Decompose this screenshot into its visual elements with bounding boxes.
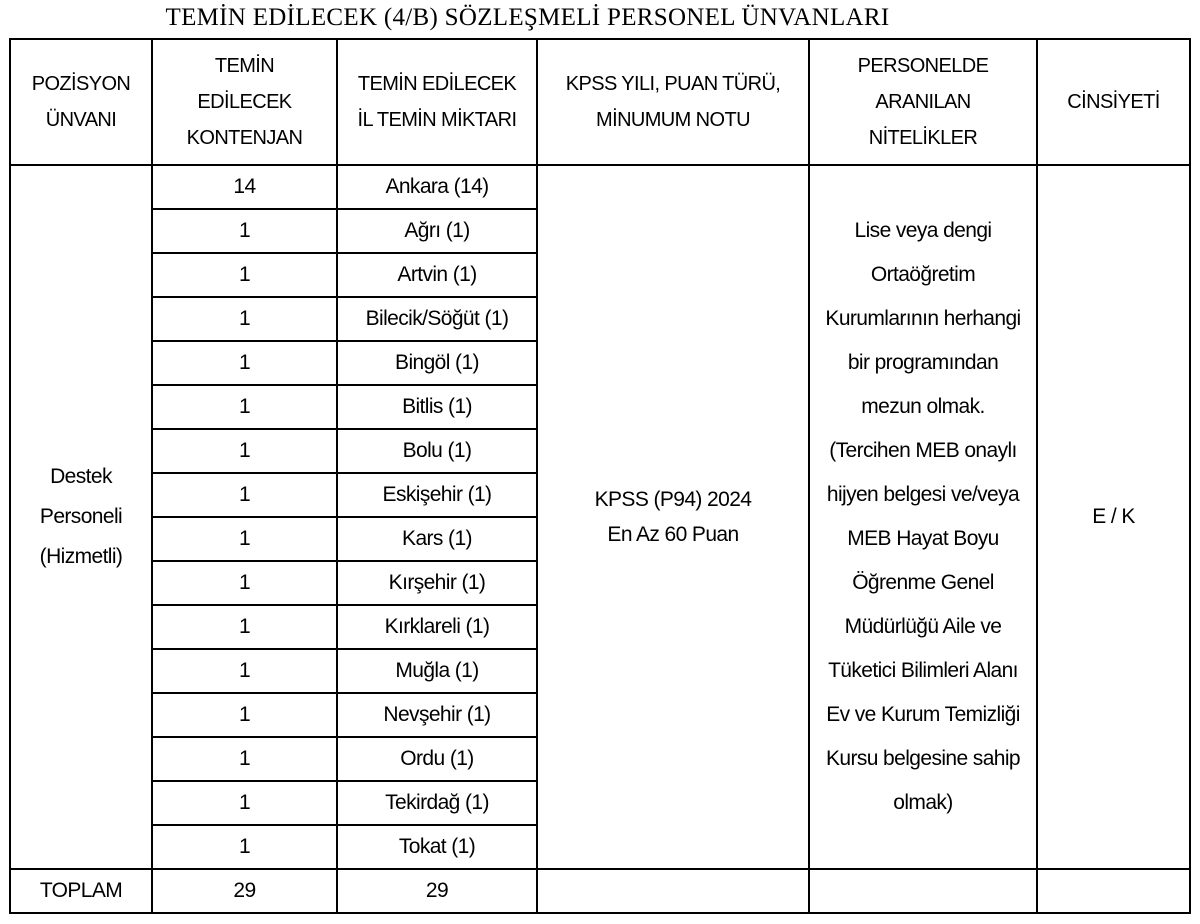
text-line: bir programından	[847, 351, 999, 374]
empty-cell	[1037, 869, 1190, 913]
text-line: Kursu belgesine sahip	[825, 747, 1021, 770]
text-line: CİNSİYETİ	[1067, 91, 1160, 113]
kpss-cell	[537, 165, 809, 869]
text-line: EDİLECEK	[197, 91, 292, 113]
header-quota	[152, 39, 337, 165]
city-cell: Kırklareli (1)	[337, 605, 537, 649]
quota-cell: 1	[152, 825, 337, 869]
text-line: Müdürlüğü Aile ve	[844, 615, 1002, 638]
text-line: olmak)	[893, 791, 953, 814]
quota-cell: 1	[152, 341, 337, 385]
quota-cell: 1	[152, 385, 337, 429]
quota-cell: 1	[152, 781, 337, 825]
empty-cell	[809, 869, 1037, 913]
quota-cell: 14	[152, 165, 337, 209]
text-line: NİTELİKLER	[868, 127, 978, 149]
text-line: Tüketici Bilimleri Alanı	[828, 659, 1018, 682]
city-cell: Kırşehir (1)	[337, 561, 537, 605]
quota-cell: 1	[152, 253, 337, 297]
text-line: Ortaöğretim	[870, 263, 976, 286]
header-city-amount	[337, 39, 537, 165]
text-line: mezun olmak.	[861, 395, 985, 418]
total-label-cell: TOPLAM	[10, 869, 152, 913]
table-row	[10, 165, 1190, 209]
city-cell: Bingöl (1)	[337, 341, 537, 385]
city-cell: Artvin (1)	[337, 253, 537, 297]
city-cell: Ağrı (1)	[337, 209, 537, 253]
city-cell: Bitlis (1)	[337, 385, 537, 429]
text-line: KONTENJAN	[186, 127, 303, 149]
text-line: hijyen belgesi ve/veya	[826, 483, 1020, 506]
text-line: En Az 60 Puan	[607, 523, 739, 546]
text-line: ÜNVANI	[45, 109, 117, 131]
text-line: MEB Hayat Boyu	[847, 527, 999, 550]
quota-cell: 1	[152, 649, 337, 693]
gender-cell: E / K	[1037, 165, 1190, 869]
text-line: Öğrenme Genel	[852, 571, 994, 594]
text-line: MİNUMUM NOTU	[596, 109, 750, 131]
quota-cell: 1	[152, 737, 337, 781]
quota-cell: 1	[152, 473, 337, 517]
qualifications-cell	[809, 165, 1037, 869]
page-title: TEMİN EDİLECEK (4/B) SÖZLEŞMELİ PERSONEL ÜNVANLARI	[165, 4, 890, 31]
header-row	[10, 39, 1190, 165]
quota-cell: 1	[152, 429, 337, 473]
text-line: Kurumlarının herhangi	[825, 307, 1021, 330]
text-line: PERSONELDE	[857, 55, 989, 77]
empty-cell	[537, 869, 809, 913]
text-line: TEMİN	[214, 55, 275, 77]
total-quota-cell: 29	[152, 869, 337, 913]
text-line: Ev ve Kurum Temizliği	[826, 703, 1020, 726]
city-cell: Tokat (1)	[337, 825, 537, 869]
quota-cell: 1	[152, 517, 337, 561]
quota-cell: 1	[152, 693, 337, 737]
city-cell: Eskişehir (1)	[337, 473, 537, 517]
header-position-title	[10, 39, 152, 165]
total-row	[10, 869, 1190, 913]
header-qualifications	[809, 39, 1037, 165]
text-line: KPSS YILI, PUAN TÜRÜ,	[565, 73, 781, 95]
positions-table	[9, 38, 1191, 914]
city-cell: Bolu (1)	[337, 429, 537, 473]
city-cell: Nevşehir (1)	[337, 693, 537, 737]
text-line: Personeli	[39, 505, 123, 528]
text-line: Destek	[50, 465, 112, 488]
text-line: İL TEMİN MİKTARI	[357, 109, 517, 131]
quota-cell: 1	[152, 297, 337, 341]
city-cell: Muğla (1)	[337, 649, 537, 693]
text-line: TEMİN EDİLECEK	[357, 73, 517, 95]
text-line: Lise veya dengi	[854, 219, 992, 242]
text-line: (Hizmetli)	[39, 545, 123, 568]
position-title-cell	[10, 165, 152, 869]
quota-cell: 1	[152, 209, 337, 253]
city-cell: Tekirdağ (1)	[337, 781, 537, 825]
total-city-cell: 29	[337, 869, 537, 913]
quota-cell: 1	[152, 561, 337, 605]
city-cell: Kars (1)	[337, 517, 537, 561]
city-cell: Ordu (1)	[337, 737, 537, 781]
header-kpss	[537, 39, 809, 165]
text-line: POZİSYON	[31, 73, 131, 95]
header-gender	[1037, 39, 1190, 165]
quota-cell: 1	[152, 605, 337, 649]
city-cell: Bilecik/Söğüt (1)	[337, 297, 537, 341]
text-line: KPSS (P94) 2024	[594, 488, 752, 511]
text-line: ARANILAN	[875, 91, 971, 113]
text-line: (Tercihen MEB onaylı	[829, 439, 1017, 462]
city-cell: Ankara (14)	[337, 165, 537, 209]
